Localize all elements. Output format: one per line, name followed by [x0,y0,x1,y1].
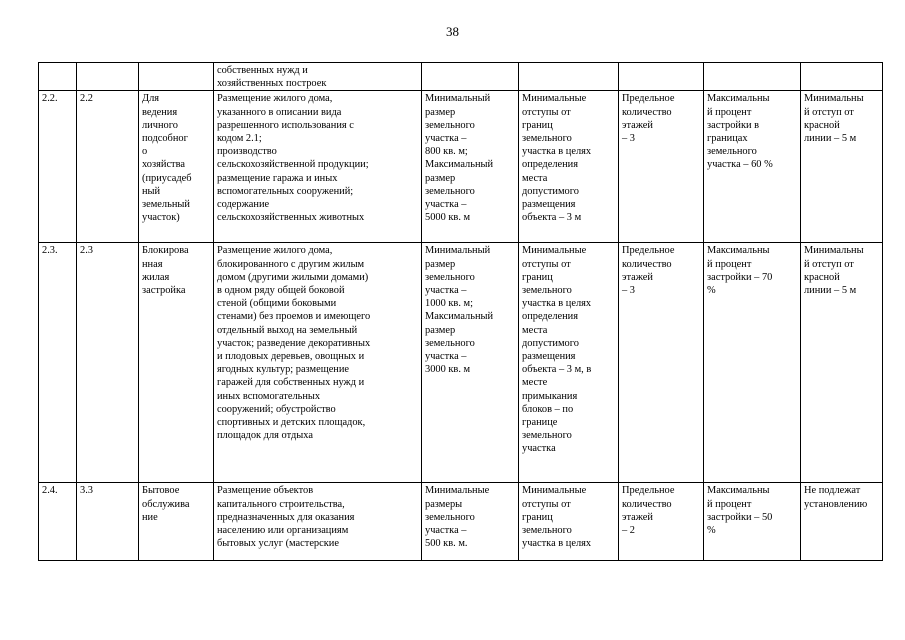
use-type-name-cell [139,63,214,91]
red-line-cell: Минимальны й отступ от красной линии – 5 м [801,91,883,243]
use-description-cell: Размещение жилого дома, блокированного с другим жилым домом (другими жилыми домами) в одном ряду общей боковой стеной (общими боковыми стенами) без проемов и имеющего отдельный выход на земельный участок; разведение декоративных и плодовых деревьев, овощных и ягодных культур; размещение гаражей для собственных нужд и иных вспомогательных сооружений; обустройство спортивных и детских площадок, площадок для отдыха [214,243,422,483]
use-type-name-cell: Для ведения личного подсобног о хозяйства (приусадеб ный земельный участок) [139,91,214,243]
red-line-cell: Не подлежат установлению [801,483,883,561]
table-row [39,91,883,243]
use-description-cell: Размещение объектов капитального строительства, предназначенных для оказания населению или организациям бытовых услуг (мастерские [214,483,422,561]
coverage-cell: Максимальны й процент застройки – 70 % [704,243,801,483]
classifier-code-cell: 2.2 [77,91,139,243]
classifier-code-cell: 3.3 [77,483,139,561]
plot-size-cell [422,63,519,91]
page-number: 38 [446,24,459,39]
land-use-regulations-table [38,62,883,561]
floors-cell [619,63,704,91]
plot-size-cell: Минимальный размер земельного участка – 800 кв. м; Максимальный размер земельного участка – 5000 кв. м [422,91,519,243]
use-type-name-cell: Блокирова нная жилая застройка [139,243,214,483]
setbacks-cell: Минимальные отступы от границ земельного участка в целях определения места допустимого размещения объекта – 3 м, в месте примыкания блоков – по границе земельного участка [519,243,619,483]
setbacks-cell [519,63,619,91]
table-row [39,483,883,561]
classifier-code-cell: 2.3 [77,243,139,483]
floors-cell: Предельное количество этажей – 2 [619,483,704,561]
row-number-cell: 2.4. [39,483,77,561]
coverage-cell [704,63,801,91]
setbacks-cell: Минимальные отступы от границ земельного участка в целях [519,483,619,561]
use-description-cell: собственных нужд и хозяйственных построек [214,63,422,91]
floors-cell: Предельное количество этажей – 3 [619,91,704,243]
row-number-cell [39,63,77,91]
plot-size-cell: Минимальные размеры земельного участка – 500 кв. м. [422,483,519,561]
table-row [39,63,883,91]
classifier-code-cell [77,63,139,91]
row-number-cell: 2.3. [39,243,77,483]
setbacks-cell: Минимальные отступы от границ земельного участка в целях определения места допустимого размещения объекта – 3 м [519,91,619,243]
table-row [39,243,883,483]
coverage-cell: Максимальны й процент застройки – 50 % [704,483,801,561]
row-number-cell: 2.2. [39,91,77,243]
coverage-cell: Максимальны й процент застройки в границах земельного участка – 60 % [704,91,801,243]
red-line-cell [801,63,883,91]
plot-size-cell: Минимальный размер земельного участка – 1000 кв. м; Максимальный размер земельного участка – 3000 кв. м [422,243,519,483]
red-line-cell: Минимальны й отступ от красной линии – 5 м [801,243,883,483]
use-type-name-cell: Бытовое обслужива ние [139,483,214,561]
floors-cell: Предельное количество этажей – 3 [619,243,704,483]
use-description-cell: Размещение жилого дома, указанного в описании вида разрешенного использования с кодом 2.1; производство сельскохозяйственной продукции; размещение гаража и иных вспомогательных сооружений; содержание сельскохозяйственных животных [214,91,422,243]
